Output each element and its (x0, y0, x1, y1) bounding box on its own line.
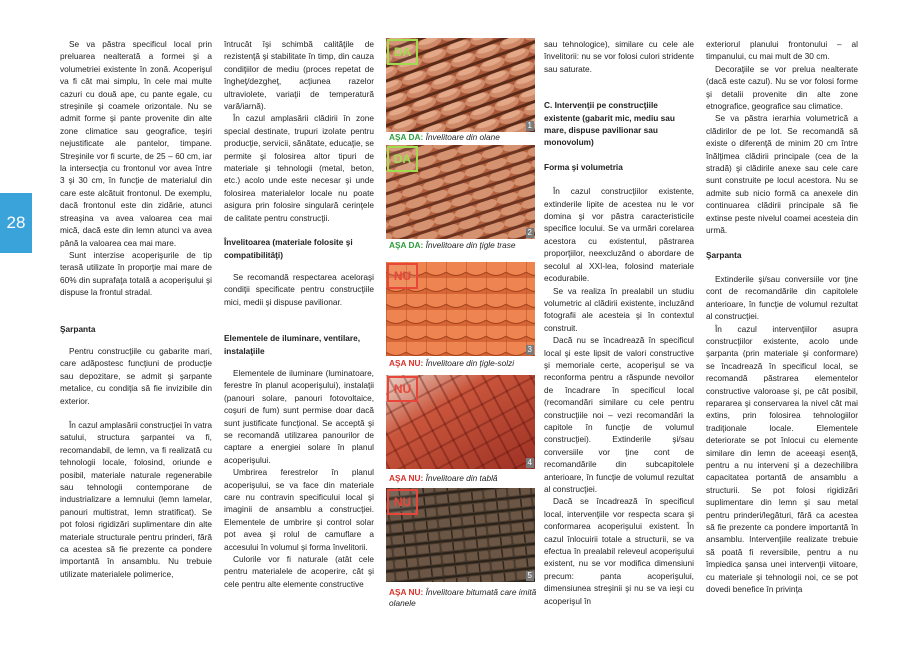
paragraph: În cazul construcţiilor existente, extinderile lipite de acestea nu le vor domina şi vor păstra caracteristicile specifice locului. Se va urmări corelarea acestora cu existentul, păstrarea proporţiilor, neexcluzând o abordare de secolul al XXI-lea, folosind materiale ecodurabile. (544, 186, 694, 284)
nu-badge: NU (387, 489, 418, 515)
paragraph: Pentru construcţiile cu gabarite mari, care adăpostesc funcţiuni de producţie sau depozitare, se admit şi şarpante metalice, cu condiţia să fie invizibile din exterior. (60, 345, 212, 406)
photo-tigle-trase (386, 145, 535, 239)
caption-lead: AŞA DA: (389, 240, 424, 250)
paragraph: Dacă nu se încadrează în specificul local şi este lipsit de valori constructive şi memoriale certe, acoperişul se va reconforma pentru a răspunde nevoilor de încadrare în specificul local (recomandări similare cu cele pentru construcţiile noi – vezi recomandări la capitole în funcţie de volumul construcţiei). Extinderile şi/sau conversiile vor ţine cont de recomandările din subcapitolele anterioare, în funcţie de volumul rezultat al construcţiei. (544, 335, 694, 494)
paragraph: Culorile vor fi naturale (atât cele pentru materialele de acoperire, cât şi cele pentru alte elemente constructive (224, 554, 374, 589)
section-heading-iluminare: Elementele de iluminare, ventilare, instalaţiile (224, 333, 361, 356)
paragraph: Sunt interzise acoperişurile de tip terasă utilizate în proporţie mai mare de 60% din suprafaţa totală a acoperişului şi dispuse la frontul stradal. (60, 249, 212, 298)
paragraph: În cazul amplasării construcţiei în vatra satului, structura şarpantei va fi, recomandabil, de lemn, va fi realizată cu tehnologii locale, folosind, oriunde e posibil, materiale naturale regenerabile sau tehnologii contemporane de industrializare a lemnului (lemn lamelar, panouri multistrat, lemn stratificat). Se pot folosi rigidizări suplimentare din alte materiale structurale pentru prinderi, fără ca acestea să fie prezente ca pondere importantă în ansamblu. Nu trebuie utilizate materialele polimerice, (60, 419, 212, 579)
paragraph: În cazul intervenţiilor asupra construcţiilor existente, acolo unde şarpanta (prin materiale şi conformare) se încadrează în specificul local, se recomandă păstrarea elementelor constructive valoroase şi, pe cât posibil, repararea şi conservarea la nivel cât mai extins, prin folosirea tehnologiilor tradiţionale locale. Elementele deteriorate se pot înlocui cu elemente similare din lemn de aceeaşi esenţă, pentru a nu interveni şi a dezechilibra capacitatea portantă de ansamblu a structurii. Se pot folosi rigidizări suplimentare din lemn şi sau metal pentru prinderi/legături, fără ca acestea să fie prezente ca pondere importantă în ansamblu. Intervenţiile realizate trebuie să poată fi reversibile, pentru a nu împiedica şansa unei intervenţii viitoare, cu materiale şi tehnologii noi, ce se pot dovedi benefice în privinţa (706, 323, 858, 595)
paragraph: Dacă se încadrează în specificul local, intervenţiile vor respecta scara şi conformarea acoperişului existent. În cazul înlocuirii totale a structurii, se va efectua în prealabil releveul acoperişului existent, nu se vor modifica dimensiuni precum: panta acoperişului, dimensiunea streşinii şi nu se va ieşi cu acoperişul în (544, 496, 694, 606)
page-number: 28 (6, 213, 26, 232)
paragraph: Decoraţiile se vor prelua nealterate (dacă este cazul). Nu se vor folosi forme şi detalii provenite din alte zone etnografice, geografice sau climatice. (706, 63, 858, 112)
paragraph: Se va păstra specificul local prin preluarea nealterată a formei şi a volumetriei existente în zonă. Acoperişul va fi cât mai simplu, în cele mai multe cazuri cu două ape, cu pante egale, cu streşinile şi coamele orizontale. Nu se admit forme şi pante provenite din alte zone climatice sau geografice, teşiri nejustificate ale pantelor, timpane. Streşinile vor fi scurte, de 25 – 60 cm, iar la intersecţia cu frontonul vor avea între 3 şi 30 cm, în funcţie de materialul din care este alcătuit frontonul. De exemplu, dacă frontonul este din zidărie, atunci streaşina va avea valoarea cea mai mică, dacă este din lemn atunci va avea până la valoarea cea mai mare. (60, 39, 212, 248)
paragraph: În cazul amplasării clădirii în zone special destinate, trupuri izolate pentru producţie, servicii, sănătate, educaţie, se permite şi folosirea altor tipuri de materiale şi tehnologii (metal, beton, etc.) acolo unde este necesar şi unde folosirea materialelor locale nu poate asigura prin folosire singulară cerinţele de calitate pentru construcţii. (224, 113, 374, 223)
da-badge: DA (387, 39, 418, 65)
photo-number: 1 (527, 121, 532, 130)
paragraph: Se va păstra ierarhia volumetrică a clădirilor de pe lot. Se recomandă să existe o diferenţă de minim 20 cm între înălţimea clădirii principale (cea de la stradă) şi clădirile anexe sau cele care sunt construite pe locul acestora. Nu se admite sub nicio formă ca anexele din continuarea clădirii principale să fie extinse peste nivelul coamei acesteia din urmă. (706, 113, 858, 236)
da-badge: DA (387, 146, 418, 172)
paragraph: Se va realiza în prealabil un studiu volumetric al clădirii existente, incluzând fotografii ale acesteia şi în contextul construit. (544, 285, 694, 333)
paragraph: Umbrirea ferestrelor în planul acoperişului, se va face din materiale care nu contravin specificului local şi imaginii de ansamblu a construcţiei. Elementele de umbrire şi control solar pot avea şi rolul de camuflare a accesului în volumul şi forma învelitorii. (224, 467, 374, 552)
caption-lead: AŞA NU: (389, 358, 424, 368)
text-column-1 (60, 38, 212, 580)
caption-bitumata (389, 587, 539, 609)
caption-tabla (389, 473, 539, 484)
paragraph: Se recomandă respectarea aceloraşi condiţii specificate pentru construcţiile mici, medii şi dispuse pavilionar. (224, 271, 374, 307)
paragraph: întrucât îşi schimbă calităţile de rezistenţă şi stabilitate în timp, din cauza condiţiilor de mediu (proces repetat de îngheţ/dezgheţ, acţiunea razelor ultraviolete, variaţii de temperatură vară/iarnă). (224, 39, 374, 112)
paragraph: exteriorul planului frontonului – al timpanului, cu mai mult de 30 cm. (706, 39, 858, 62)
text-column-2 (224, 38, 374, 590)
paragraph: Elementele de iluminare (luminatoare, ferestre în planul acoperişului), instalaţii (panouri solare, panouri fotovoltaice, coşuri de fum) sunt permise doar dacă sunt justificate funcţional. Se acceptă şi se recomandă utilizarea panourilor de captare a energiei solare în planul acoperişului. (224, 367, 374, 465)
caption-tigle-solzi (389, 358, 539, 369)
photo-bitumata (386, 488, 535, 582)
caption-text: Învelitoare din ţigle-solzi (425, 358, 515, 368)
section-heading-sarpanta-2: Şarpanta (706, 249, 742, 260)
paragraph: Extinderile şi/sau conversiile vor ţine cont de recomandările din capitolele anterioare, în funcţie de volumul rezultat al construcţiei. (706, 273, 858, 322)
text-column-4 (544, 38, 694, 607)
photo-number: 5 (527, 571, 532, 580)
section-heading-forma: Forma şi volumetria (544, 161, 623, 172)
text-column-5 (706, 38, 858, 595)
caption-text: Învelitoare din olane (425, 132, 500, 142)
photo-number: 3 (527, 345, 532, 354)
section-heading-invelitoarea: Învelitoarea (materiale folosite şi compatibilităţi) (224, 237, 353, 260)
nu-badge: NU (387, 263, 418, 289)
photo-olane (386, 38, 535, 132)
caption-lead: AŞA NU: (389, 587, 424, 597)
photo-number: 2 (527, 228, 532, 237)
caption-text: Învelitoare din ţigle trase (425, 240, 516, 250)
nu-badge: NU (387, 376, 418, 402)
section-heading-sarpanta: Şarpanta (60, 323, 96, 334)
photo-number: 4 (527, 458, 532, 467)
photo-tigle-solzi (386, 262, 535, 356)
paragraph: sau tehnologice), similare cu cele ale învelitorii: nu se vor folosi culori stridente sau saturate. (544, 39, 694, 74)
caption-lead: AŞA NU: (389, 473, 424, 483)
caption-text: Învelitoare bitumată care imită olanele (389, 587, 537, 608)
caption-lead: AŞA DA: (389, 132, 424, 142)
section-heading-interventii: C. Intervenţii pe construcţiile existente (gabarit mic, mediu sau mare, dispuse pavilionar sau monovolum) (544, 100, 675, 148)
caption-olane (389, 132, 539, 143)
caption-tigle-trase (389, 240, 539, 251)
photo-tabla (386, 375, 535, 469)
caption-text: Învelitoare din tablă (425, 473, 498, 483)
page-number-tab (0, 193, 32, 253)
